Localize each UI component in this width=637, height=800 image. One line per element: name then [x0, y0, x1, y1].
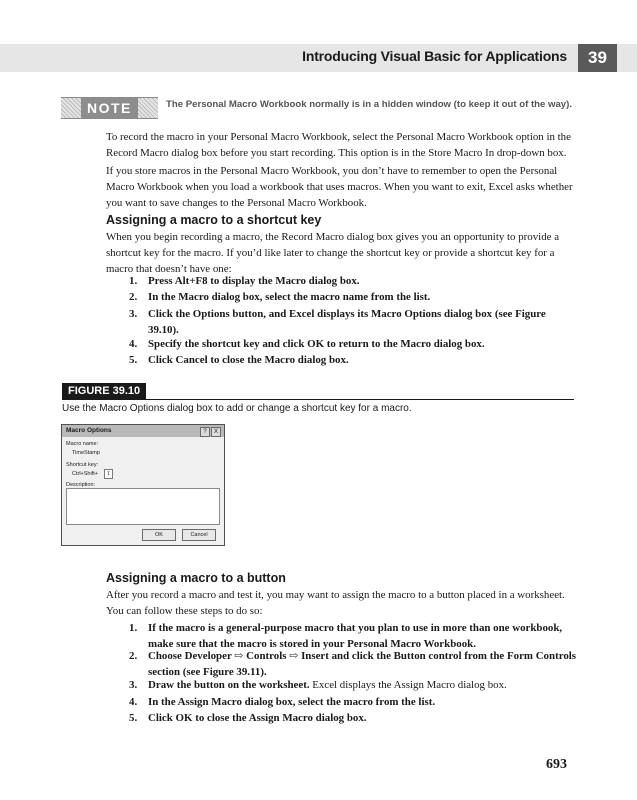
list-item: [129, 648, 579, 680]
step-number: 1.: [129, 275, 138, 287]
note-label: NOTE: [81, 98, 138, 118]
step-text: In the Macro dialog box, select the macro name from the list.: [148, 291, 431, 303]
note-badge: [61, 97, 158, 119]
step-number: 3.: [129, 308, 138, 320]
section-heading: Assigning a macro to a button: [106, 571, 286, 585]
section-intro: When you begin recording a macro, the Record Macro dialog box gives you an opportunity to provide a shortcut key for the macro. If you’d like later to change the shortcut key or provide a shortcut key for a macro that doesn’t have one:: [106, 231, 560, 275]
help-icon[interactable]: ?: [200, 427, 210, 437]
step-number: 1.: [129, 622, 138, 634]
step-number: 4.: [129, 338, 138, 350]
paragraph: To record the macro in your Personal Macro Workbook, select the Personal Macro Workbook option in the Record Macro dialog box before you start recording. This option is in the Store Macro In drop-down box.: [106, 131, 571, 159]
step-text: Click Cancel to close the Macro dialog box.: [148, 354, 349, 366]
section-heading: Assigning a macro to a shortcut key: [106, 213, 322, 227]
close-icon[interactable]: X: [211, 427, 221, 437]
macro-options-dialog: [61, 424, 225, 546]
step-text: Click OK to close the Assign Macro dialog box.: [148, 712, 367, 724]
dialog-title-bar: [62, 425, 224, 437]
dialog-title: Macro Options: [66, 427, 112, 434]
shortcut-key-label: Shortcut key:: [66, 462, 99, 468]
list-item: [129, 273, 579, 289]
section-intro: After you record a macro and test it, you may want to assign the macro to a button placed in a worksheet. You can follow these steps to do so:: [106, 589, 565, 617]
step-text: Press Alt+F8 to display the Macro dialog box.: [148, 275, 360, 287]
step-text: Specify the shortcut key and click OK to return to the Macro dialog box.: [148, 338, 485, 350]
description-field[interactable]: [66, 488, 220, 525]
macro-name-label: Macro name:: [66, 441, 99, 447]
running-header-title: Introducing Visual Basic for Applications: [302, 48, 567, 64]
shortcut-key-input[interactable]: T: [104, 469, 113, 479]
step-number: 2.: [129, 291, 138, 303]
page-number: 693: [546, 757, 567, 772]
step-text: Choose Developer ⇨ Controls ⇨ Insert and click the Button control from the Form Controls section (see Figure 39.11).: [148, 650, 577, 678]
cancel-button[interactable]: Cancel: [182, 529, 216, 541]
list-item: [129, 289, 579, 305]
description-label: Description:: [66, 482, 96, 488]
step-number: 3.: [129, 679, 138, 691]
step-number: 4.: [129, 696, 138, 708]
step-text-bold: Draw the button on the worksheet.: [148, 679, 310, 691]
figure-caption: Use the Macro Options dialog box to add or change a shortcut key for a macro.: [62, 403, 412, 414]
list-item: [129, 306, 579, 338]
shortcut-prefix: Ctrl+Shift+: [72, 471, 98, 477]
note-text: The Personal Macro Workbook normally is in a hidden window (to keep it out of the way).: [166, 99, 573, 110]
chapter-number: 39: [578, 44, 617, 72]
step-text: [148, 677, 579, 693]
paragraph: If you store macros in the Personal Macro Workbook, you don’t have to remember to open the Personal Macro Workbook when you load a workbook that uses macros. When you want to exit, Excel asks whether you want to save changes to the Personal Macro Workbook.: [106, 165, 573, 209]
step-number: 5.: [129, 712, 138, 724]
list-item: [129, 336, 579, 352]
step-text: In the Assign Macro dialog box, select the macro from the list.: [148, 696, 436, 708]
step-text: Click the Options button, and Excel displays its Macro Options dialog box (see Figure 39.10).: [148, 308, 546, 336]
list-item: [129, 694, 579, 710]
list-item: [129, 352, 579, 368]
figure-bar: [62, 383, 574, 400]
list-item: [129, 710, 579, 726]
step-text-plain: Excel displays the Assign Macro dialog box.: [309, 679, 507, 691]
macro-name-value: TimeStamp: [72, 450, 100, 456]
ok-button[interactable]: OK: [142, 529, 176, 541]
step-number: 5.: [129, 354, 138, 366]
figure-tag: FIGURE 39.10: [62, 383, 146, 399]
list-item: [129, 677, 579, 693]
step-text: If the macro is a general-purpose macro that you plan to use in more than one workbook, make sure that the macro is stored in your Personal Macro Workbook.: [148, 622, 563, 650]
step-number: 2.: [129, 650, 138, 662]
